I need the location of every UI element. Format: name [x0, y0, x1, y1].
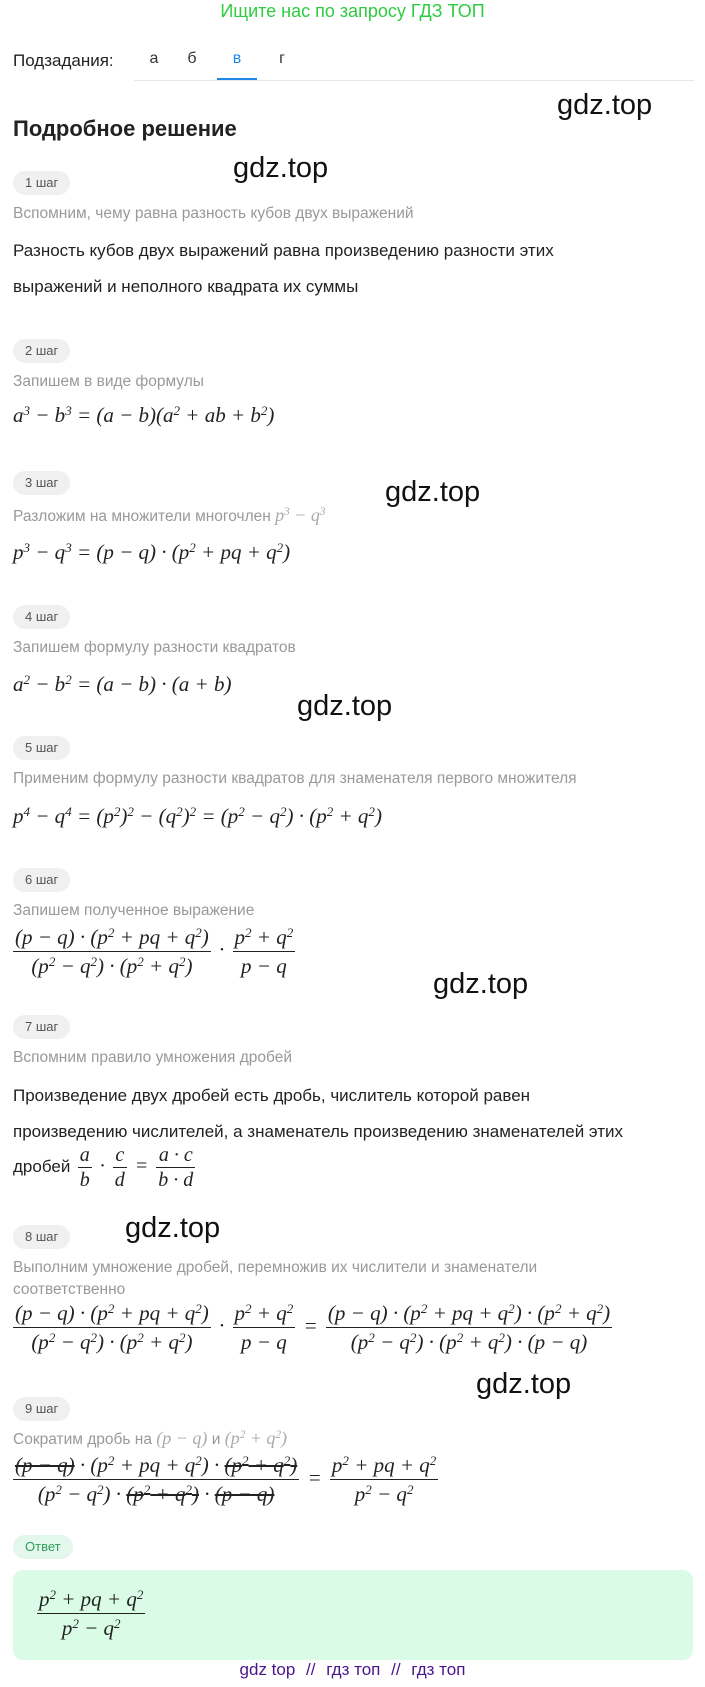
subtasks-tabbar	[134, 42, 694, 81]
step-hint: соответственно	[13, 1281, 126, 1298]
step-hint: Вспомним, чему равна разность кубов двух выражений	[13, 205, 414, 222]
watermark: gdz.top	[476, 1368, 572, 1400]
footer-separator: //	[306, 1660, 316, 1679]
formula-cube-difference: $a^3 - b^3 = (a - b)(a^2$ + ab + $b^2$)	[13, 402, 275, 427]
step-hint: Применим формулу разности квадратов для знаменателя первого множителя	[13, 770, 577, 787]
step-badge: 5 шаг	[13, 736, 70, 760]
step-badge: 6 шаг	[13, 868, 70, 892]
formula-multiplied: $\frac{(p - q) \cdot (p^2 + pq + q^2)}{(p^2 - q^2) \cdot (p^2 + q^2)}$ · $\frac{p^2 + q^2}{p - q}$ = $\frac{(p - q) \cdot (p^2 + pq + q^2) \cdot (p^2 + q^2)}{(p^2 - q^2) \cdot (p^2 + q^2) \cdot (p - q)}$	[15, 1300, 611, 1354]
step-badge: 7 шаг	[13, 1015, 70, 1039]
formula-pq-fourth: $p^4 - q^4 = (p^2)^2 - (q^2)^2 = (p^2 - q^2) \cdot (p^2 + q^2)$	[13, 803, 382, 828]
footer-link[interactable]: гдз топ	[326, 1660, 381, 1679]
footer-links	[0, 1660, 705, 1680]
step-hint: Вспомним правило умножения дробей	[13, 1049, 293, 1066]
tab-v[interactable]: в	[217, 50, 257, 68]
tab-a[interactable]: а	[149, 50, 159, 67]
step-hint: Запишем формулу разности квадратов	[13, 639, 296, 656]
step-text: Произведение двух дробей есть дробь, числитель которой равен	[13, 1086, 531, 1105]
step-badge: 3 шаг	[13, 471, 70, 495]
step-badge: 4 шаг	[13, 605, 70, 629]
watermark: gdz.top	[385, 476, 481, 508]
watermark: gdz.top	[433, 968, 529, 1000]
page-title: Подробное решение	[13, 116, 237, 141]
formula-pq-cubes: $p^3 - q^3 = (p - q) \cdot (p^2$ + pq + $q^2$)	[13, 539, 291, 564]
step-hint: Выполним умножение дробей, перемножив их числители и знаменатели	[13, 1259, 538, 1276]
formula-reduced: $\frac{(p - q) \cdot (p^2 + pq + q^2) \cdot (p^2 + q^2)}{(p^2 - q^2) \cdot (p^2 + q^2) \cdot (p - q)}$ = $\frac{p^2 + pq + q^2}{p^2 - q^2}$	[15, 1452, 437, 1506]
step-text: произведению числителей, а знаменатель произведению знаменателей этих	[13, 1122, 624, 1141]
formula-square-difference: $a^2 - b^2 = (a - b) \cdot (a + b)$	[13, 671, 232, 696]
step-text-with-formula: дробей $\frac{a}{b}$ · $\frac{c}{d}$ = $\frac{a \cdot c}{b \cdot d}$	[13, 1144, 194, 1191]
formula-product-expression: $\frac{(p - q) \cdot (p^2 + pq + q^2)}{(p^2 - q^2) \cdot (p^2 + q^2)}$ · $\frac{p^2 + q^2}{p - q}$	[15, 924, 294, 978]
subtasks-label: Подзадания:	[13, 51, 114, 70]
footer-separator: //	[391, 1660, 401, 1679]
tab-g[interactable]: г	[279, 50, 285, 67]
step-hint: Запишем полученное выражение	[13, 902, 255, 919]
step-badge: 1 шаг	[13, 171, 70, 195]
step-text: выражений и неполного квадрата их суммы	[13, 277, 359, 296]
answer-formula: $\frac{p^2 + pq + q^2}{p^2 - q^2}$	[39, 1586, 144, 1640]
step-text: Разность кубов двух выражений равна произведению разности этих	[13, 241, 554, 260]
step-badge: 8 шаг	[13, 1225, 70, 1249]
watermark: gdz.top	[297, 690, 393, 722]
step-hint: Запишем в виде формулы	[13, 373, 204, 390]
watermark: gdz.top	[125, 1212, 221, 1244]
promo-banner[interactable]: Ищите нас по запросу ГДЗ ТОП	[220, 1, 485, 21]
step-hint: Сократим дробь на (p − q) и $(p^2 + q^2)$	[13, 1428, 288, 1448]
step-hint: Разложим на множители многочлен $p^3 - q^3$	[13, 505, 326, 525]
footer-link[interactable]: gdz top	[239, 1660, 296, 1679]
watermark: gdz.top	[233, 152, 329, 184]
step-badge: 2 шаг	[13, 339, 70, 363]
answer-badge: Ответ	[13, 1535, 73, 1559]
tab-b[interactable]: б	[187, 50, 197, 67]
watermark: gdz.top	[557, 89, 653, 121]
step-badge: 9 шаг	[13, 1397, 70, 1421]
footer-link[interactable]: гдз топ	[411, 1660, 466, 1679]
